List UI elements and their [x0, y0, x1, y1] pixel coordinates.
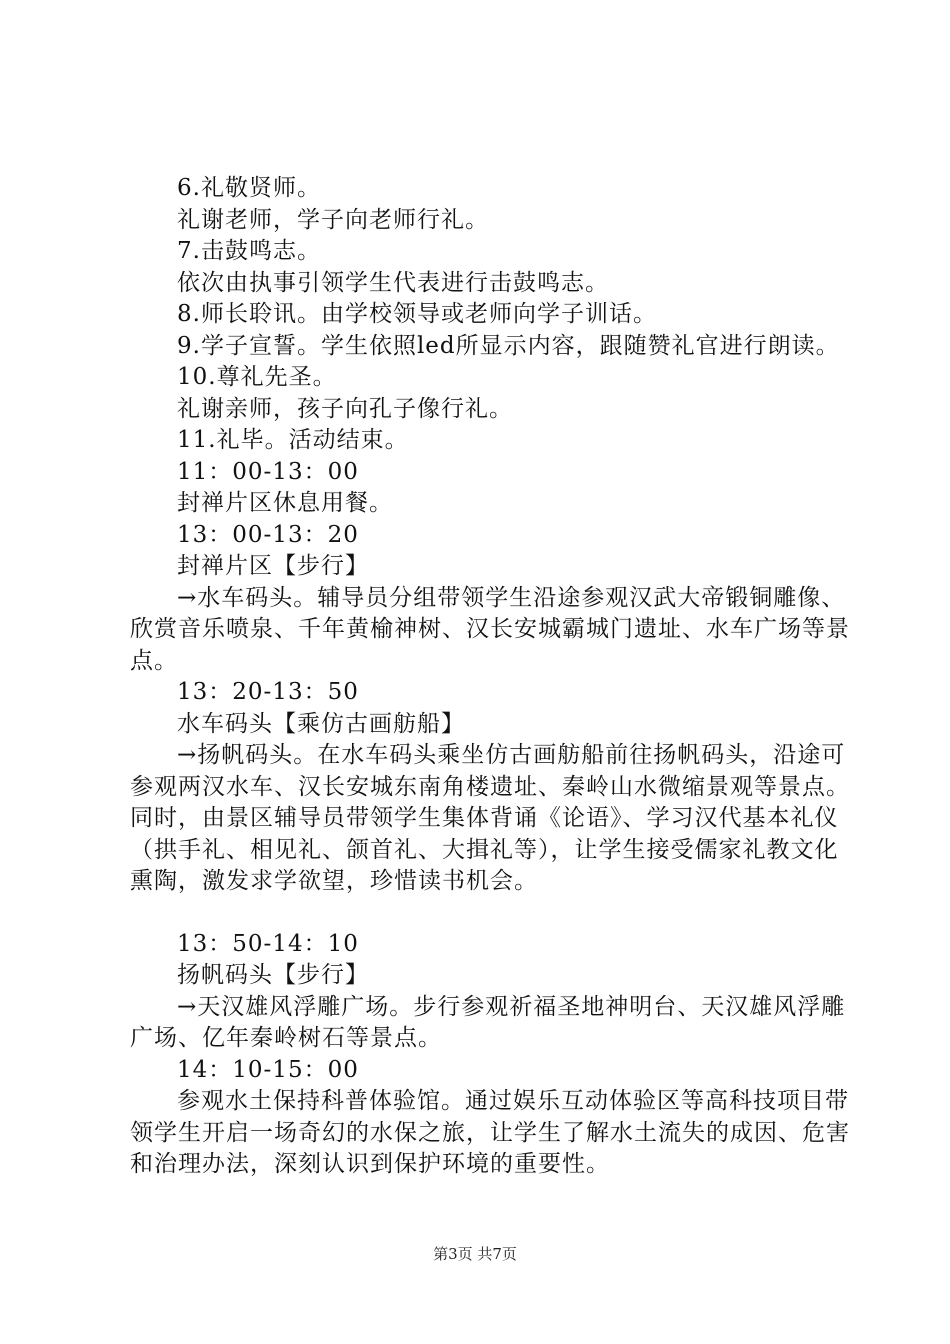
paragraph-thank-teacher: 礼谢老师，学子向老师行礼。	[177, 206, 489, 233]
paragraph-spacer	[130, 898, 852, 929]
page-number-footer: 第3页 共7页	[433, 1245, 517, 1263]
paragraph-ceremony-step-11: 11.礼毕。活动结束。	[177, 427, 409, 453]
paragraph-relief-square: →天汉雄风浮雕广场。步行参观祈福圣地神明台、天汉雄风浮雕广场、亿年秦岭树石等景点。	[130, 993, 846, 1051]
paragraph-ceremony-step-7: 7.击鼓鸣志。	[177, 238, 321, 264]
paragraph-waterwheel-dock: →水车码头。辅导员分组带领学生沿途参观汉武大帝锻铜雕像、欣赏音乐喷泉、千年黄榆神树、汉长安城霸城门遗址、水车广场等景点。	[130, 584, 850, 674]
paragraph-ceremony-step-9: 9.学子宣誓。学生依照led所显示内容，跟随赞礼官进行朗读。	[177, 332, 840, 359]
paragraph-lunch-break: 封禅片区休息用餐。	[177, 490, 393, 516]
paragraph-ceremony-step-8: 8.师长聆讯。由学校领导或老师向学子训话。	[177, 301, 657, 327]
paragraph-ceremony-step-10: 10.尊礼先圣。	[177, 364, 337, 390]
paragraph-time-1410: 14：10-15：00	[177, 1056, 359, 1083]
paragraph-fengshan-walk: 封禅片区【步行】	[177, 553, 369, 579]
paragraph-bow-to-confucius: 礼谢亲师，孩子向孔子像行礼。	[177, 395, 513, 422]
paragraph-time-1100: 11：00-13：00	[177, 458, 359, 485]
paragraph-yangfan-walk: 扬帆码头【步行】	[177, 962, 369, 988]
paragraph-ceremony-step-6: 6.礼敬贤师。	[177, 175, 321, 201]
paragraph-boat-ride: 水车码头【乘仿古画舫船】	[177, 710, 465, 737]
paragraph-time-1350: 13：50-14：10	[177, 930, 359, 957]
paragraph-yangfan-dock: →扬帆码头。在水车码头乘坐仿古画舫船前往扬帆码头，沿途可参观两汉水车、汉长安城东南角楼遗址、秦岭山水微缩景观等景点。同时，由景区辅导员带领学生集体背诵《论语》、学习汉代基本礼仪（拱手礼、相见礼、颌首礼、大揖礼等），让学生接受儒家礼教文化熏陶，激发求学欲望，珍惜读书机会。	[130, 742, 850, 894]
paragraph-drum-ceremony: 依次由执事引领学生代表进行击鼓鸣志。	[177, 269, 609, 296]
document-body	[130, 173, 852, 1181]
paragraph-science-museum: 参观水土保持科普体验馆。通过娱乐互动体验区等高科技项目带领学生开启一场奇幻的水保之旅，让学生了解水土流失的成因、危害和治理办法，深刻认识到保护环境的重要性。	[130, 1088, 850, 1177]
paragraph-time-1320: 13：20-13：50	[177, 679, 359, 705]
paragraph-time-1300: 13：00-13：20	[177, 521, 359, 548]
